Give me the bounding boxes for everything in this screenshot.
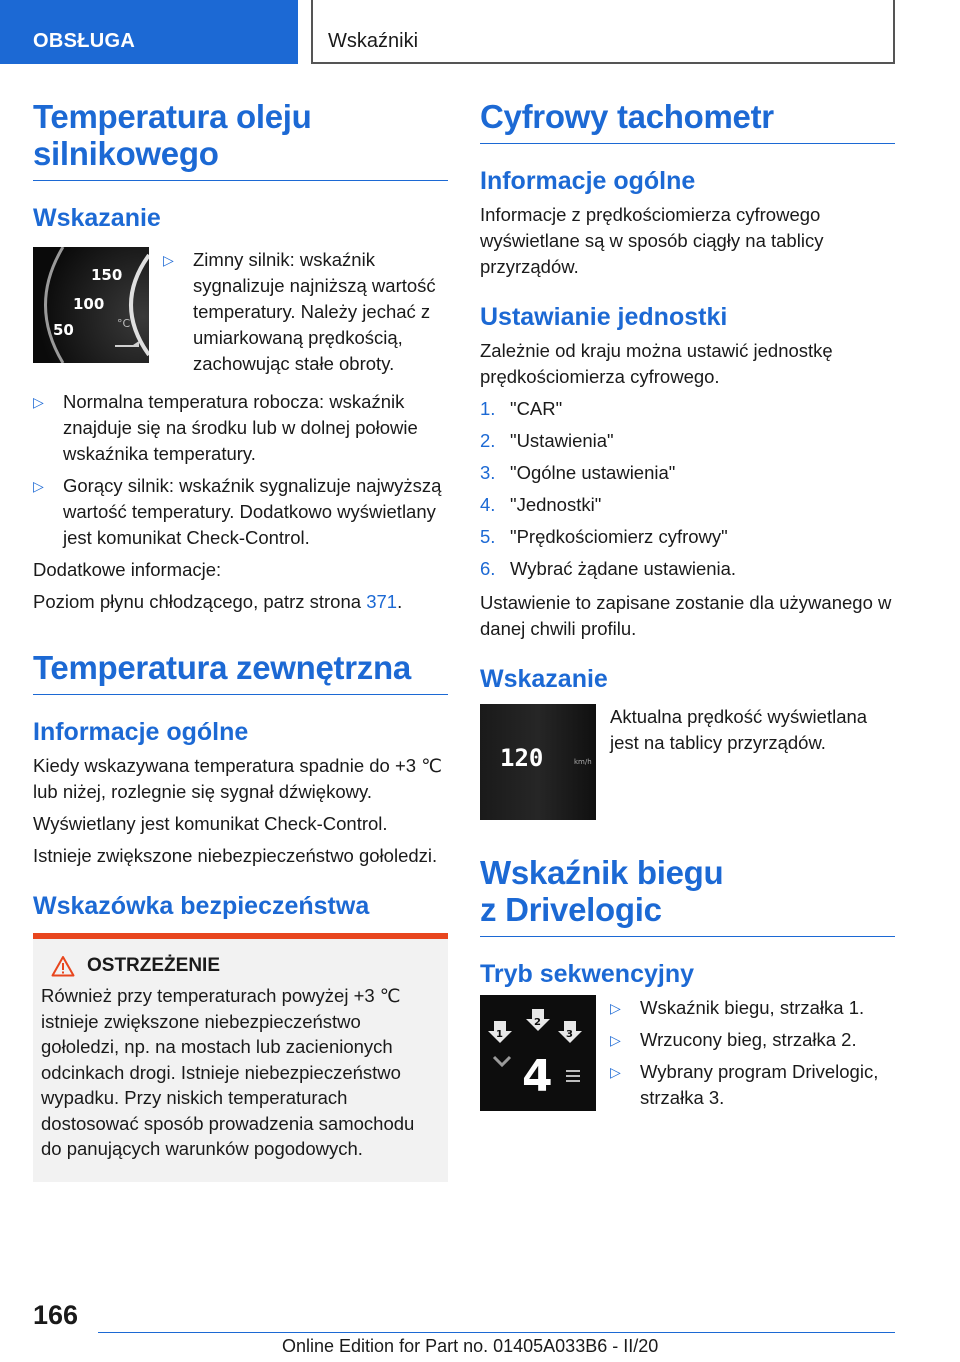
- speed-value: 120: [500, 744, 544, 772]
- right-column: [480, 98, 895, 1117]
- gauge-label-100: 100: [73, 295, 105, 313]
- coolant-reference: Poziom płynu chłodzącego, patrz strona 371.: [33, 591, 403, 612]
- digital-speed-image: [480, 704, 596, 820]
- gear-item: ▷ Wskaźnik biegu, strzałka 1.: [610, 995, 895, 1021]
- gear-display-row: [480, 995, 895, 1117]
- current-gear: 4: [522, 1051, 553, 1102]
- warning-title: OSTRZEŻENIE: [87, 955, 221, 976]
- oil-display-heading: Wskazanie: [33, 204, 161, 232]
- speed-display-heading: Wskazanie: [480, 665, 608, 693]
- step-item: 2. "Ustawienia": [480, 430, 614, 451]
- step-item: 1. "CAR": [480, 398, 563, 419]
- step-item: 6. Wybrać żądane ustawienia.: [480, 558, 737, 579]
- extra-info-label: Dodatkowe informacje:: [33, 559, 222, 580]
- step-item: 4. "Jednostki": [480, 494, 602, 515]
- gear-item: ▷ Wybrany program Drivelogic, strzałka 3.: [610, 1061, 879, 1108]
- arrow-label-2: 2: [534, 1017, 541, 1028]
- step-item: 5. "Prędkościomierz cyfrowy": [480, 526, 728, 547]
- tacho-general-heading: Informacje ogólne: [480, 167, 696, 195]
- gauge-label-150: 150: [91, 266, 123, 284]
- outside-temperature-title: Temperatura zewnętrzna: [33, 649, 448, 695]
- tacho-general-text: Informacje z prędkościomierza cyfrowego wyświetlane są w sposób ciągły na tablicy przyrządów.: [480, 204, 824, 277]
- triangle-bullet-icon: ▷: [610, 1064, 621, 1080]
- speed-unit: km/h: [574, 758, 592, 766]
- gauge-label-50: 50: [53, 321, 74, 339]
- warning-box: [33, 933, 448, 1182]
- gear-indicator-title: Wskaźnik biegu z Drivelogic: [480, 854, 895, 937]
- outside-general-heading: Informacje ogólne: [33, 718, 249, 746]
- footer-divider: [98, 1332, 895, 1333]
- gauge-unit-celsius: °C: [117, 317, 131, 330]
- coolant-page-link[interactable]: 371: [366, 591, 398, 612]
- arrow-label-3: 3: [566, 1029, 573, 1040]
- oil-display-item: ▷ Gorący silnik: wskaźnik sygnalizuje najwyższą wartość temperatury. Dodatkowo wyświetlany jest komunikat Check-Control.: [33, 475, 442, 548]
- steps-note: Ustawienie to zapisane zostanie dla używanego w danej chwili profilu.: [480, 592, 892, 639]
- oil-temperature-gauge-image: [33, 247, 149, 363]
- step-item: 3. "Ogólne ustawienia": [480, 462, 676, 483]
- triangle-bullet-icon: ▷: [33, 394, 44, 410]
- oil-display-item: ▷ Normalna temperatura robocza: wskaźnik znajduje się na środku lub w dolnej połowie wskaźnika temperatury.: [33, 391, 418, 464]
- units-steps: [480, 396, 895, 582]
- arrow-label-1: 1: [496, 1029, 503, 1040]
- left-column: [33, 98, 448, 1182]
- gear-item: ▷ Wrzucony bieg, strzałka 2.: [610, 1027, 895, 1053]
- units-text: Zależnie od kraju można ustawić jednostkę prędkościomierza cyfrowego.: [480, 340, 833, 387]
- digital-tachometer-title: Cyfrowy tachometr: [480, 98, 895, 144]
- chapter-tab[interactable]: OBSŁUGA: [0, 0, 298, 64]
- page-number: 166: [33, 1300, 79, 1330]
- oil-display-row: [33, 247, 448, 383]
- triangle-bullet-icon: ▷: [33, 478, 44, 494]
- safety-heading: Wskazówka bezpieczeństwa: [33, 892, 370, 920]
- sequential-mode-heading: Tryb sekwencyjny: [480, 960, 695, 988]
- units-heading: Ustawianie jednostki: [480, 303, 728, 331]
- oil-temperature-title: Temperatura oleju silnikowego: [33, 98, 448, 181]
- gear-indicator-image: [480, 995, 596, 1111]
- warning-text: Również przy temperaturach powyżej +3 ℃ istnieje zwiększone niebezpieczeństwo gołoledzi, np. na mostach lub zacienionych odcinkach drogi. Istnieje niebezpieczeństwo wypadku. Przy niskich temperaturach dostosować sposób prowadzenia samochodu do panujących warunków pogodowych.: [41, 985, 415, 1159]
- outside-general-p1: Kiedy wskazywana temperatura spadnie do +3 ℃ lub niżej, rozlegnie się sygnał dźwiękowy.: [33, 755, 442, 802]
- edition-text: Online Edition for Part no. 01405A033B6 - II/20: [282, 1336, 659, 1356]
- speed-display-text: Aktualna prędkość wyświetlana jest na tablicy przyrządów.: [610, 706, 868, 753]
- warning-triangle-icon: [51, 955, 75, 977]
- section-tab[interactable]: Wskaźniki: [311, 0, 895, 64]
- outside-general-p2: Wyświetlany jest komunikat Check-Control.: [33, 813, 388, 834]
- outside-general-p3: Istnieje zwiększone niebezpieczeństwo gołoledzi.: [33, 845, 438, 866]
- speed-display-row: [480, 704, 895, 820]
- oil-display-item: ▷ Zimny silnik: wskaźnik sygnalizuje najniższą wartość temperatury. Należy jechać z umiarkowaną prędkością, zachowując stałe obroty.: [163, 249, 436, 374]
- triangle-bullet-icon: ▷: [610, 1000, 621, 1016]
- triangle-bullet-icon: ▷: [163, 252, 174, 268]
- triangle-bullet-icon: ▷: [610, 1032, 621, 1048]
